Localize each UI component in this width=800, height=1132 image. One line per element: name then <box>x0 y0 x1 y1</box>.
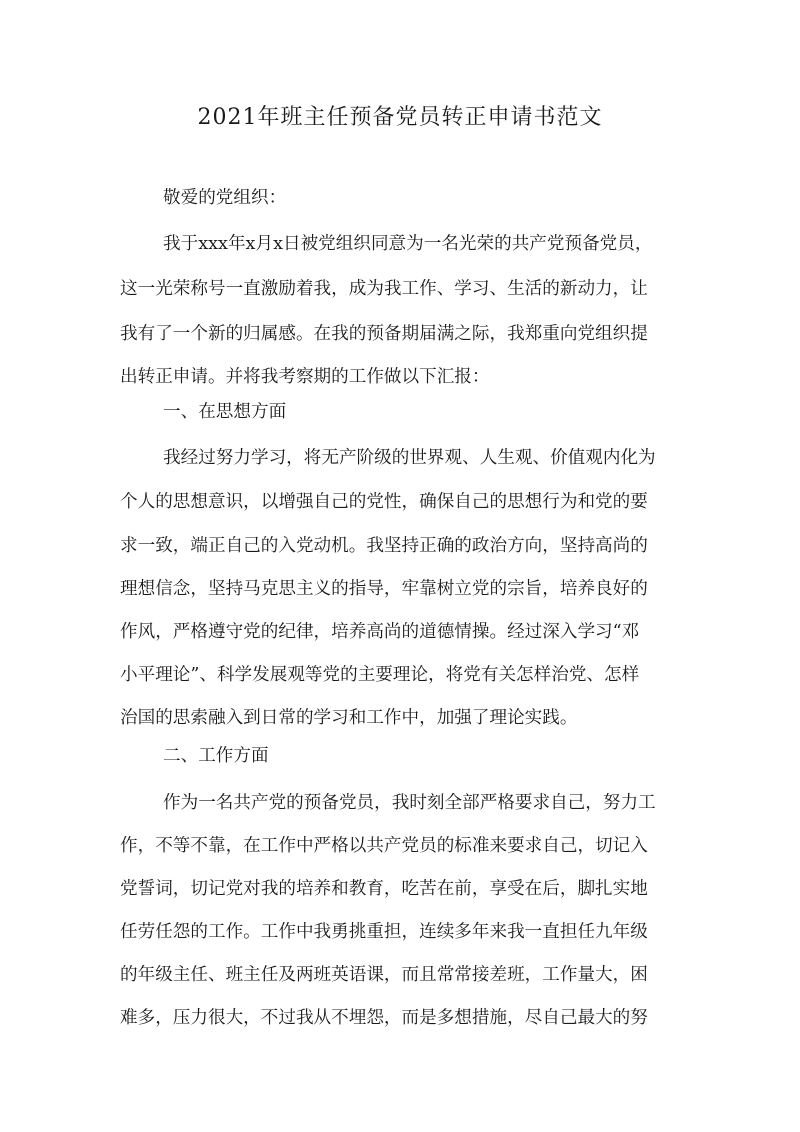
paragraph-line: 难多，压力很大，不过我从不埋怨，而是多想措施，尽自己最大的努 <box>120 1008 648 1028</box>
paragraph-line: 作，不等不靠，在工作中严格以共产党员的标准来要求自己，切记入 <box>120 836 648 856</box>
paragraph-line: 任劳任怨的工作。工作中我勇挑重担，连续多年来我一直担任九年级 <box>120 922 648 942</box>
paragraph-line: 作风，严格遵守党的纪律，培养高尚的道德情操。经过深入学习“邓 <box>120 622 640 642</box>
paragraph-line: 党誓词，切记党对我的培养和教育，吃苦在前，享受在后，脚扎实地 <box>120 879 648 899</box>
paragraph-line: 作为一名共产党的预备党员，我时刻全部严格要求自己，努力工 <box>163 793 656 813</box>
paragraph-line: 我于xxx年x月x日被党组织同意为一名光荣的共产党预备党员， <box>163 234 653 254</box>
paragraph-line: 求一致，端正自己的入党动机。我坚持正确的政治方向，坚持高尚的 <box>120 536 648 556</box>
paragraph-line: 的年级主任、班主任及两班英语课，而且常常接差班，工作量大，困 <box>120 965 648 985</box>
paragraph-line: 小平理论”、科学发展观等党的主要理论，将党有关怎样治党、怎样 <box>120 665 640 685</box>
paragraph-line: 个人的思想意识，以增强自己的党性，确保自己的思想行为和党的要 <box>120 492 648 512</box>
paragraph-line: 我有了一个新的归属感。在我的预备期届满之际，我郑重向党组织提 <box>120 324 648 344</box>
section-heading: 二、工作方面 <box>163 746 269 766</box>
paragraph-line: 我经过努力学习，将无产阶级的世界观、人生观、价值观内化为 <box>163 448 656 468</box>
paragraph-line: 治国的思索融入到日常的学习和工作中，加强了理论实践。 <box>120 708 578 728</box>
paragraph-line: 这一光荣称号一直激励着我，成为我工作、学习、生活的新动力，让 <box>120 279 648 299</box>
paragraph-line: 出转正申请。并将我考察期的工作做以下汇报： <box>120 367 490 387</box>
paragraph-line: 理想信念，坚持马克思主义的指导，牢靠树立党的宗旨，培养良好的 <box>120 579 648 599</box>
document-title: 2021年班主任预备党员转正申请书范文 <box>197 105 603 130</box>
section-heading: 一、在思想方面 <box>163 402 287 422</box>
salutation: 敬爱的党组织： <box>163 188 287 208</box>
